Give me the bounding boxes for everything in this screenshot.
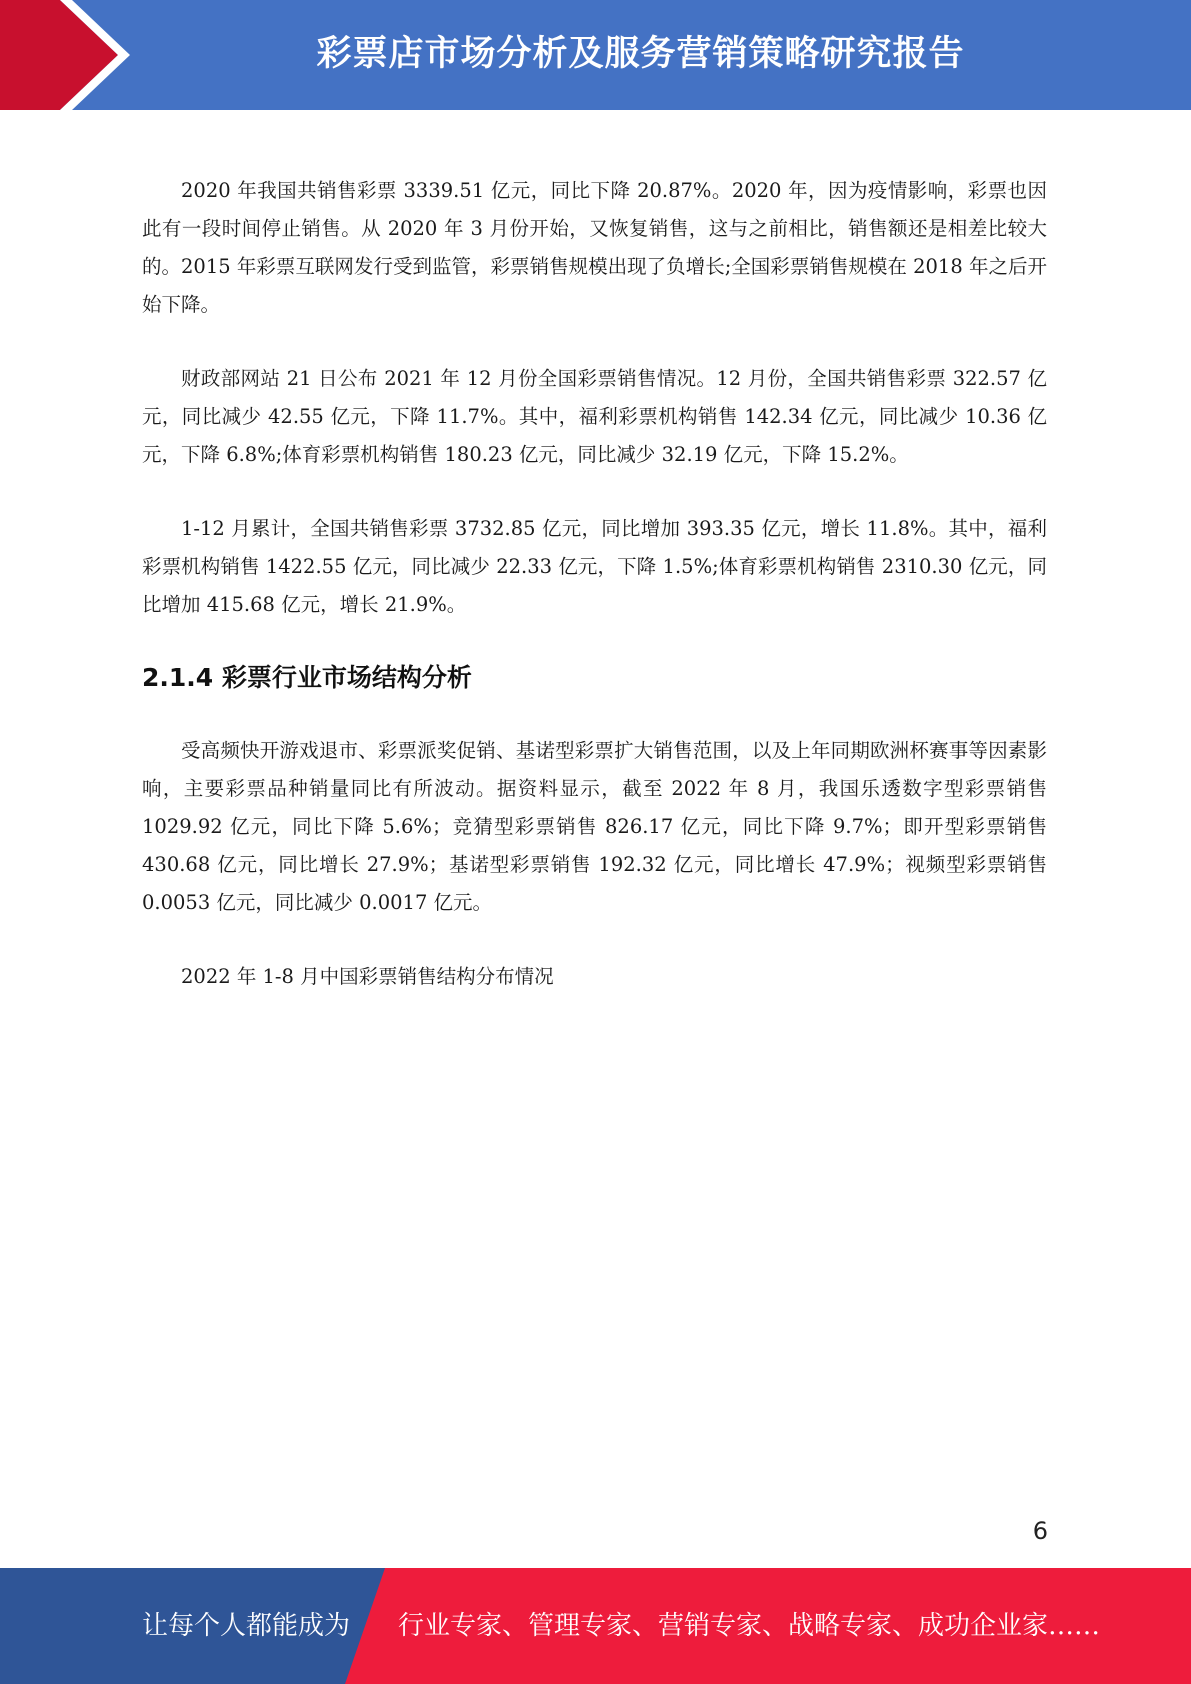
document-body (142, 172, 1047, 996)
footer-slogan-right: 行业专家、管理专家、营销专家、战略专家、成功企业家…… (398, 1611, 1101, 1641)
paragraph-2020-sales: 2020 年我国共销售彩票 3339.51 亿元，同比下降 20.87%。2020 年，因为疫情影响，彩票也因此有一段时间停止销售。从 2020 年 3 月份开始，又恢复销售，这与之前相比，销售额还是相差比较大的。2015 年彩票互联网发行受到监管，彩票销售规模出现了负增长;全国彩票销售规模在 2018 年之后开始下降。 (142, 179, 1047, 316)
section-heading: 2.1.4 彩票行业市场结构分析 (142, 663, 472, 692)
page-header (0, 0, 1191, 110)
page-number: 6 (1032, 1517, 1048, 1545)
paragraph-annual-2021-sales: 1-12 月累计，全国共销售彩票 3732.85 亿元，同比增加 393.35 亿元，增长 11.8%。其中，福利彩票机构销售 1422.55 亿元，同比减少 22.33 亿元，下降 1.5%;体育彩票机构销售 2310.30 亿元，同比增加 415.68 亿元，增长 21.9%。 (142, 517, 1047, 616)
header-arrow-decoration (0, 0, 160, 110)
page-footer (0, 1568, 1191, 1684)
paragraph-dec-2021-sales: 财政部网站 21 日公布 2021 年 12 月份全国彩票销售情况。12 月份，全国共销售彩票 322.57 亿元，同比减少 42.55 亿元，下降 11.7%。其中，福利彩票机构销售 142.34 亿元，同比减少 10.36 亿元，下降 6.8%;体育彩票机构销售 180.23 亿元，同比减少 32.19 亿元，下降 15.2%。 (142, 367, 1047, 466)
figure-caption: 2022 年 1-8 月中国彩票销售结构分布情况 (181, 965, 554, 988)
footer-slogan-left: 让每个人都能成为 (142, 1611, 351, 1641)
paragraph-market-structure: 受高频快开游戏退市、彩票派奖促销、基诺型彩票扩大销售范围，以及上年同期欧洲杯赛事等因素影响，主要彩票品种销量同比有所波动。据资料显示，截至 2022 年 8 月，我国乐透数字型彩票销售 1029.92 亿元，同比下降 5.6%；竞猜型彩票销售 826.17 亿元，同比下降 9.7%；即开型彩票销售 430.68 亿元，同比增长 27.9%；基诺型彩票销售 192.32 亿元，同比增长 47.9%；视频型彩票销售 0.0053 亿元，同比减少 0.0017 亿元。 (142, 739, 1047, 914)
report-title: 彩票店市场分析及服务营销策略研究报告 (316, 34, 965, 74)
